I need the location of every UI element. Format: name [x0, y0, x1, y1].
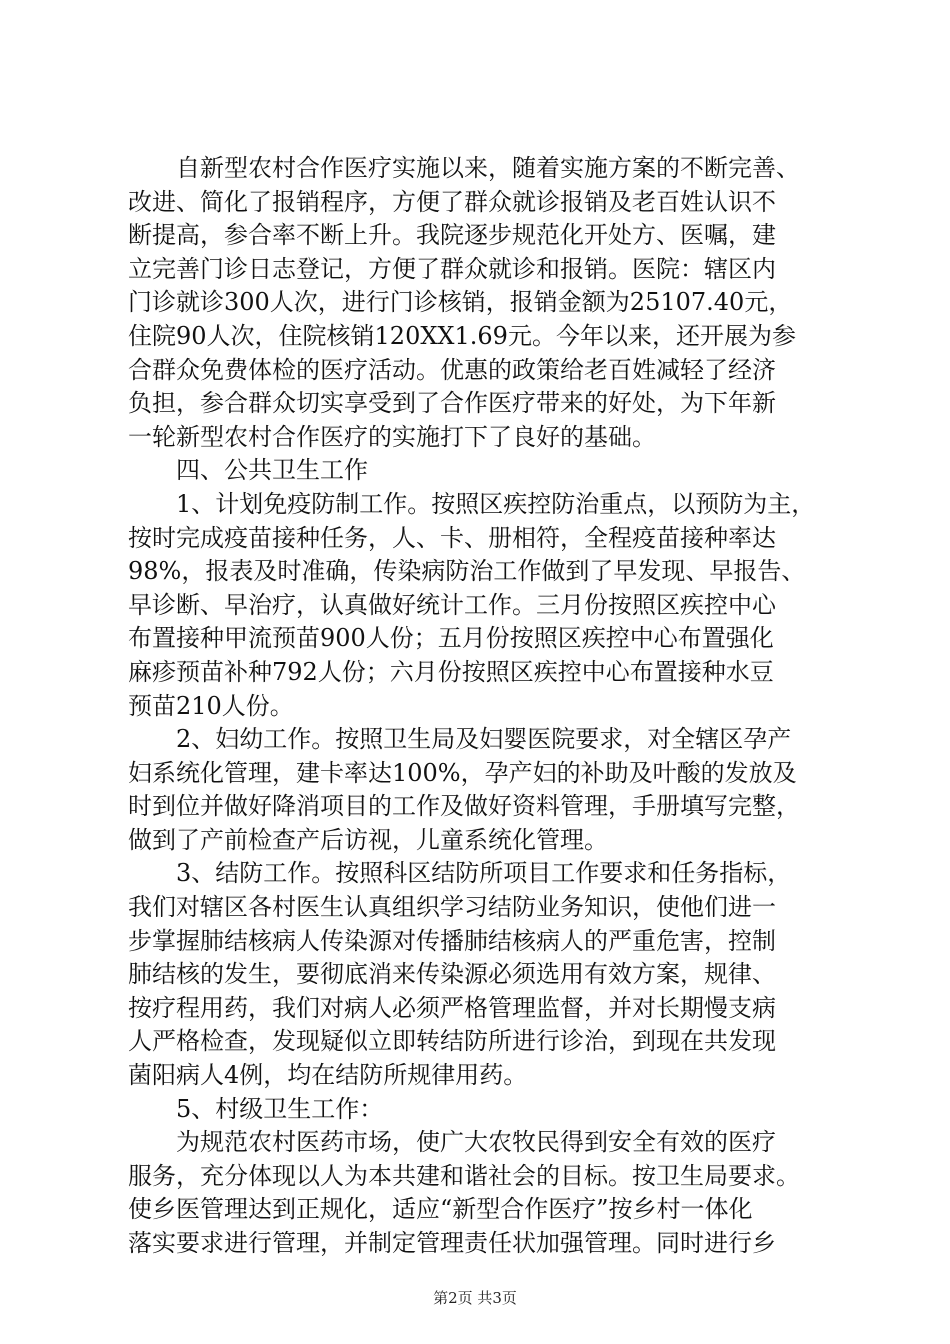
- text-line: 服务，充分体现以人为本共建和谐社会的目标。按卫生局要求。: [128, 1161, 800, 1190]
- text-line: 我们对辖区各村医生认真组织学习结防业务知识，使他们进一: [128, 893, 776, 922]
- text-line: 麻疹预苗补种792人份；六月份按照区疾控中心布置接种水豆: [128, 657, 774, 686]
- text-line: 1、计划免疫防制工作。按照区疾控防治重点，以预防为主，: [128, 489, 816, 518]
- text-line: 人严格检查，发现疑似立即转结防所进行诊治，到现在共发现: [128, 1027, 776, 1056]
- text-line: 按时完成疫苗接种任务，人、卡、册相符，全程疫苗接种率达: [128, 523, 776, 552]
- text-line: 菌阳病人4例，均在结防所规律用药。: [128, 1061, 528, 1090]
- text-line: 四、公共卫生工作: [128, 456, 368, 485]
- text-line: 自新型农村合作医疗实施以来，随着实施方案的不断完善、: [128, 154, 800, 182]
- document-body: [128, 152, 828, 1261]
- text-line: 步掌握肺结核病人传染源对传播肺结核病人的严重危害，控制: [128, 926, 776, 955]
- text-line: 2、妇幼工作。按照卫生局及妇婴医院要求，对全辖区孕产: [128, 725, 792, 754]
- text-line: 住院90人次，住院核销120XX1.69元。今年以来，还开展为参: [128, 321, 796, 350]
- text-line: 改进、简化了报销程序，方便了群众就诊报销及老百姓认识不: [128, 187, 776, 216]
- text-line: 做到了产前检查产后访视，儿童系统化管理。: [128, 825, 608, 854]
- text-line: 立完善门诊日志登记，方便了群众就诊和报销。医院：辖区内: [128, 254, 776, 283]
- text-line: 门诊就诊300人次，进行门诊核销，报销金额为25107.40元，: [128, 288, 793, 317]
- text-line: 预苗210人份。: [128, 691, 294, 720]
- text-line: 为规范农村医药市场，使广大农牧民得到安全有效的医疗: [128, 1128, 776, 1157]
- text-line: 负担，参合群众切实享受到了合作医疗带来的好处，为下年新: [128, 389, 776, 418]
- text-line: 使乡医管理达到正规化，适应“新型合作医疗”按乡村一体化: [128, 1195, 753, 1224]
- text-line: 布置接种甲流预苗900人份；五月份按照区疾控中心布置强化: [128, 624, 774, 653]
- text-line: 妇系统化管理，建卡率达100%，孕产妇的补助及叶酸的发放及: [128, 758, 797, 787]
- text-line: 98%，报表及时准确，传染病防治工作做到了早发现、早报告、: [128, 557, 806, 586]
- text-line: 早诊断、早治疗，认真做好统计工作。三月份按照区疾控中心: [128, 590, 776, 619]
- text-line: 一轮新型农村合作医疗的实施打下了良好的基础。: [128, 422, 656, 451]
- text-line: 时到位并做好降消项目的工作及做好资料管理，手册填写完整，: [128, 792, 800, 821]
- text-line: 落实要求进行管理，并制定管理责任状加强管理。同时进行乡: [128, 1229, 776, 1257]
- text-line: 断提高，参合率不断上升。我院逐步规范化开处方、医嘱，建: [128, 221, 776, 250]
- text-line: 按疗程用药，我们对病人必须严格管理监督，并对长期慢支病: [128, 993, 776, 1022]
- text-line: 肺结核的发生，要彻底消来传染源必须选用有效方案，规律、: [128, 960, 776, 989]
- text-line: 3、结防工作。按照科区结防所项目工作要求和任务指标，: [128, 859, 792, 888]
- text-line: 合群众免费体检的医疗活动。优惠的政策给老百姓减轻了经济: [128, 355, 776, 384]
- page-footer: 第2页 共3页: [433, 1289, 517, 1307]
- text-line: 5、村级卫生工作：: [128, 1094, 384, 1123]
